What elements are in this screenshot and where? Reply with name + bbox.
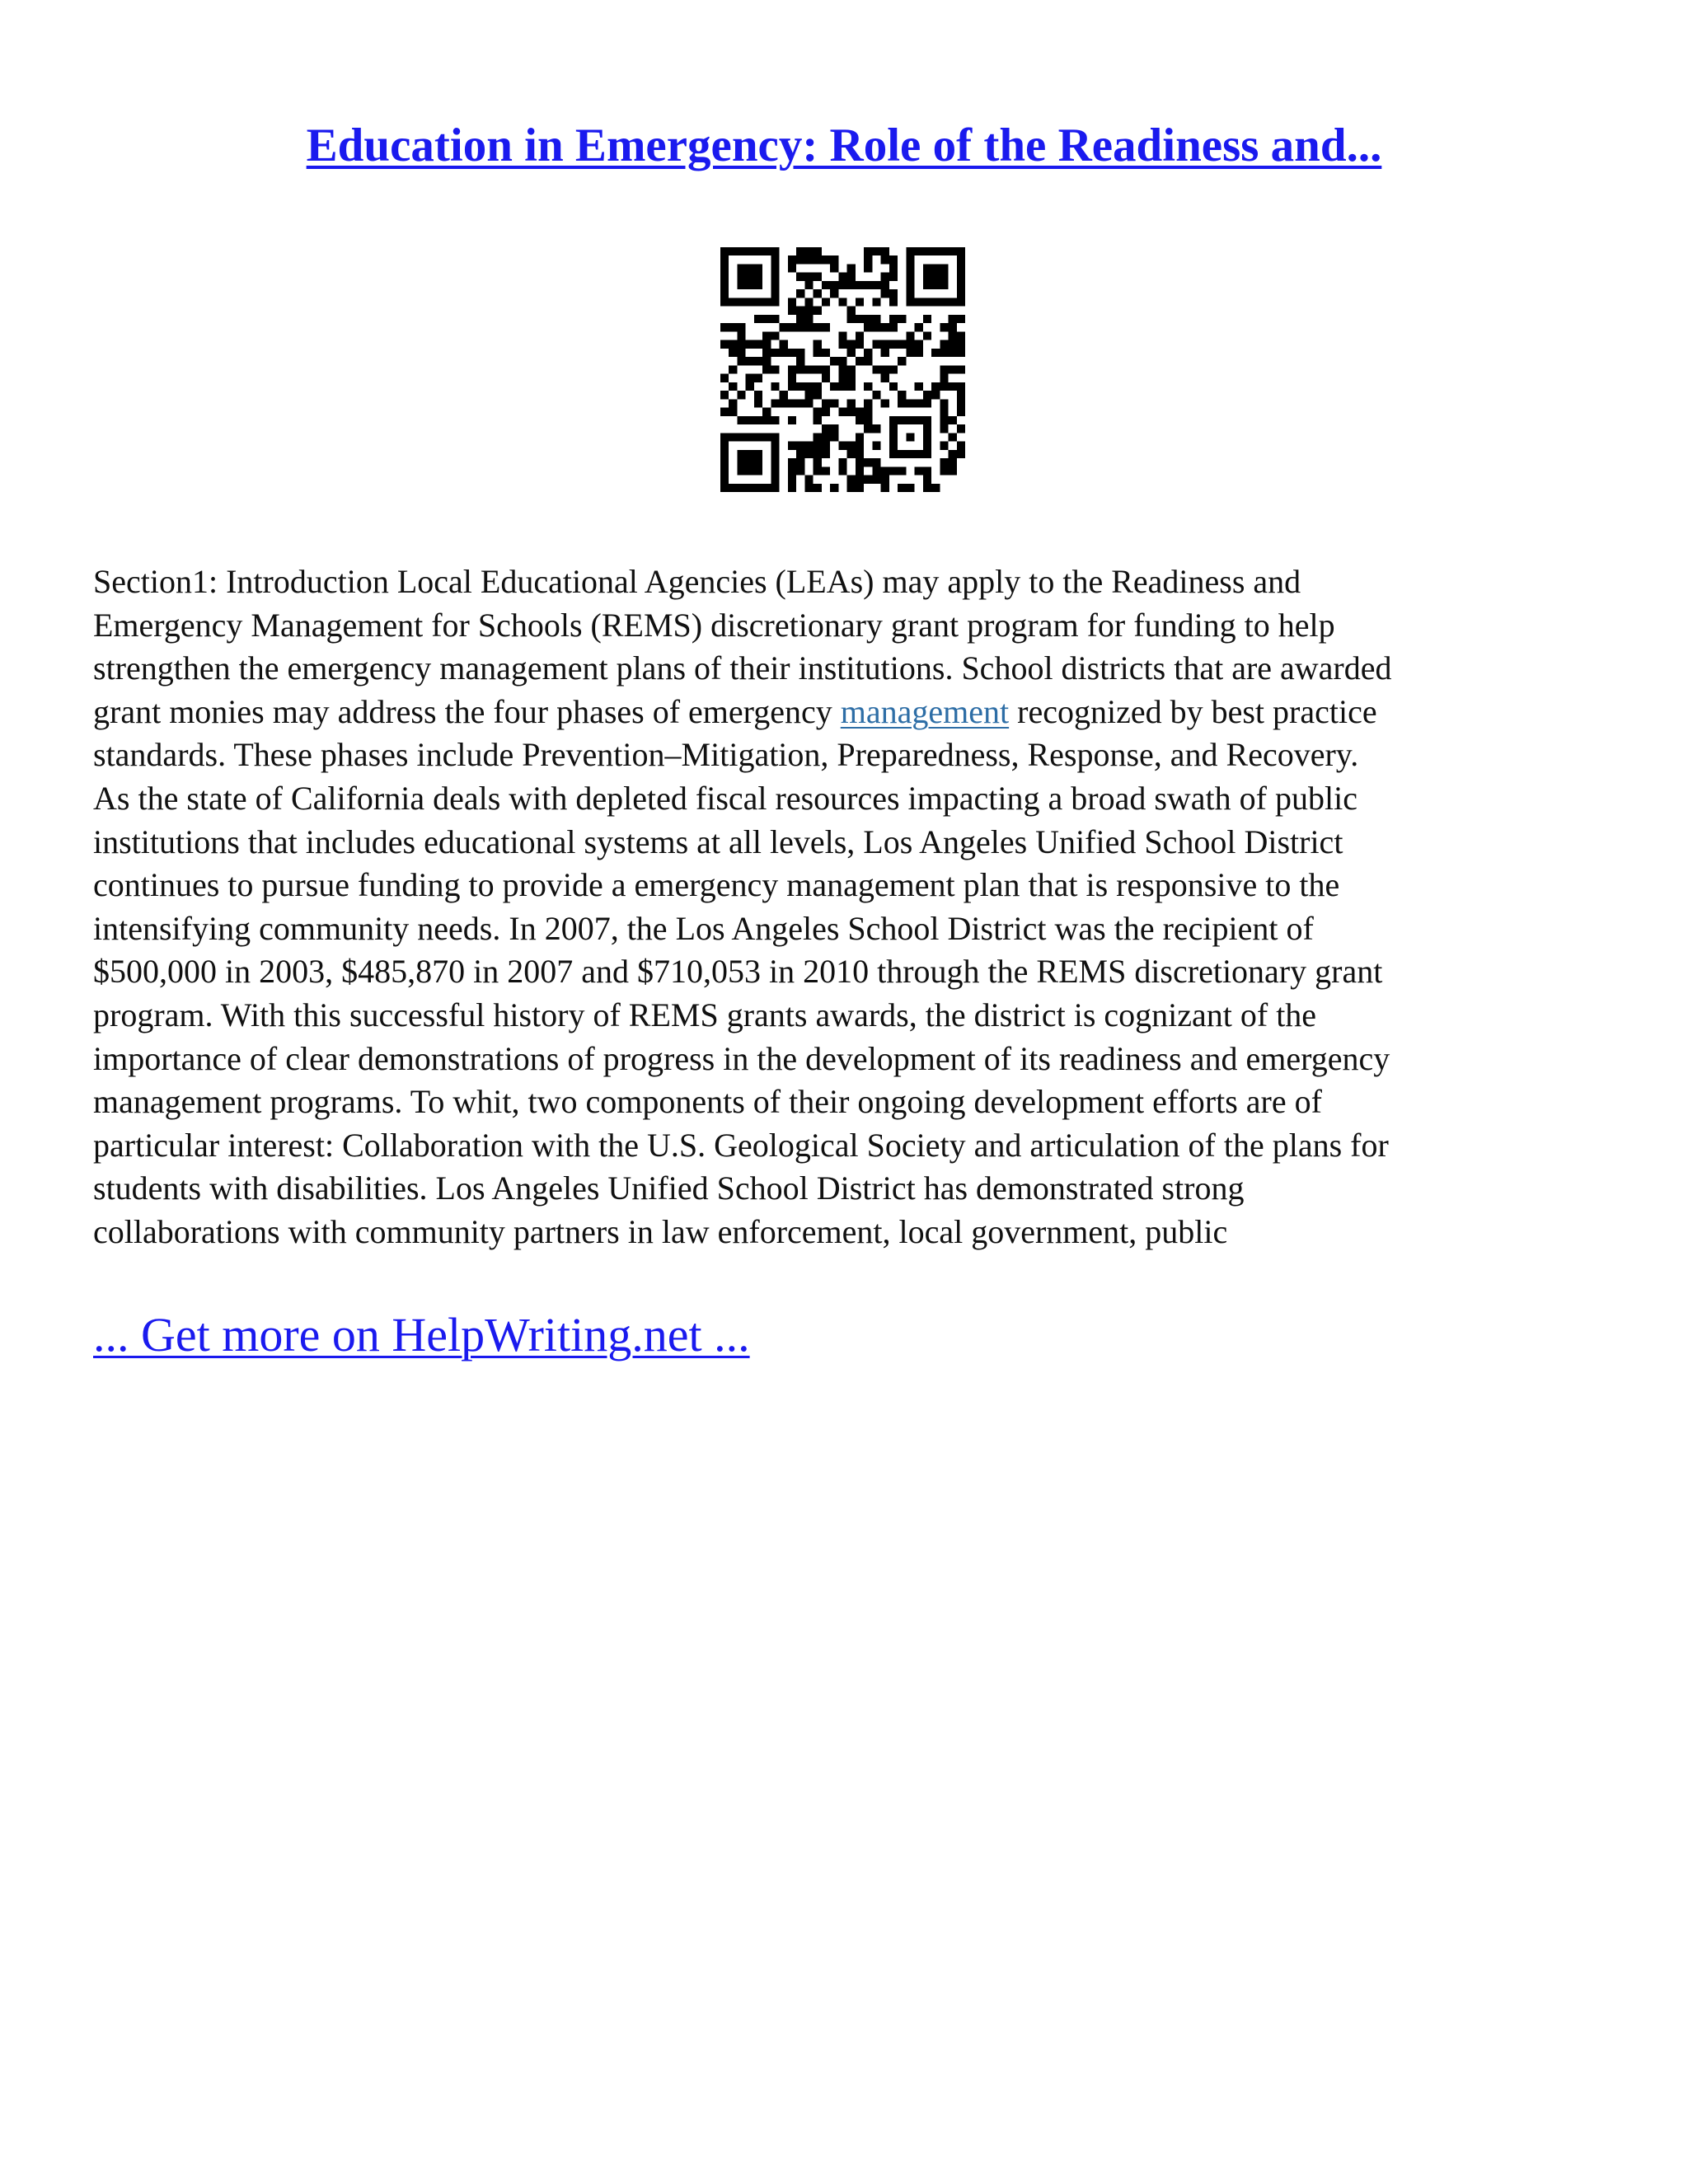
paragraph-line: collaborations with community partners in law enforcement, local government, public	[93, 1212, 1228, 1250]
qr-code-icon	[720, 247, 965, 492]
paragraph-line: management programs. To whit, two components of their ongoing development efforts are of	[93, 1083, 1322, 1121]
paragraph-line	[93, 691, 1601, 734]
body-paragraph	[93, 560, 1601, 1254]
paragraph-line: Emergency Management for Schools (REMS) discretionary grant program for funding to help	[93, 606, 1335, 644]
more-link-container	[93, 1306, 750, 1364]
title-link[interactable]: Education in Emergency: Role of the Readiness and...	[306, 120, 1382, 171]
paragraph-line: continues to pursue funding to provide a emergency management plan that is responsive to the	[93, 866, 1340, 904]
paragraph-text: grant monies may address the four phases of emergency	[93, 692, 841, 730]
management-link[interactable]: management	[840, 692, 1010, 730]
get-more-link[interactable]: ... Get more on HelpWriting.net ...	[93, 1308, 750, 1361]
paragraph-line: As the state of California deals with depleted fiscal resources impacting a broad swath of public	[93, 779, 1357, 817]
paragraph-line: strengthen the emergency management plans of their institutions. School districts that are awarded	[93, 649, 1392, 687]
paragraph-line: students with disabilities. Los Angeles Unified School District has demonstrated strong	[93, 1169, 1245, 1207]
paragraph-line: intensifying community needs. In 2007, the Los Angeles School District was the recipient of	[93, 909, 1314, 947]
paragraph-line: $500,000 in 2003, $485,870 in 2007 and $710,053 in 2010 through the REMS discretionary grant	[93, 953, 1383, 991]
paragraph-line: importance of clear demonstrations of progress in the development of its readiness and emergency	[93, 1039, 1390, 1077]
paragraph-line: standards. These phases include Prevention–Mitigation, Preparedness, Response, and Recovery.	[93, 736, 1359, 774]
paragraph-line: institutions that includes educational systems at all levels, Los Angeles Unified School District	[93, 823, 1343, 860]
document-title	[0, 117, 1688, 175]
paragraph-line: particular interest: Collaboration with the U.S. Geological Society and articulation of the plans for	[93, 1126, 1389, 1164]
paragraph-line: program. With this successful history of REMS grants awards, the district is cognizant of the	[93, 996, 1317, 1033]
paragraph-text: recognized by best practice	[1009, 692, 1377, 730]
paragraph-line: Section1: Introduction Local Educational Agencies (LEAs) may apply to the Readiness and	[93, 563, 1301, 600]
